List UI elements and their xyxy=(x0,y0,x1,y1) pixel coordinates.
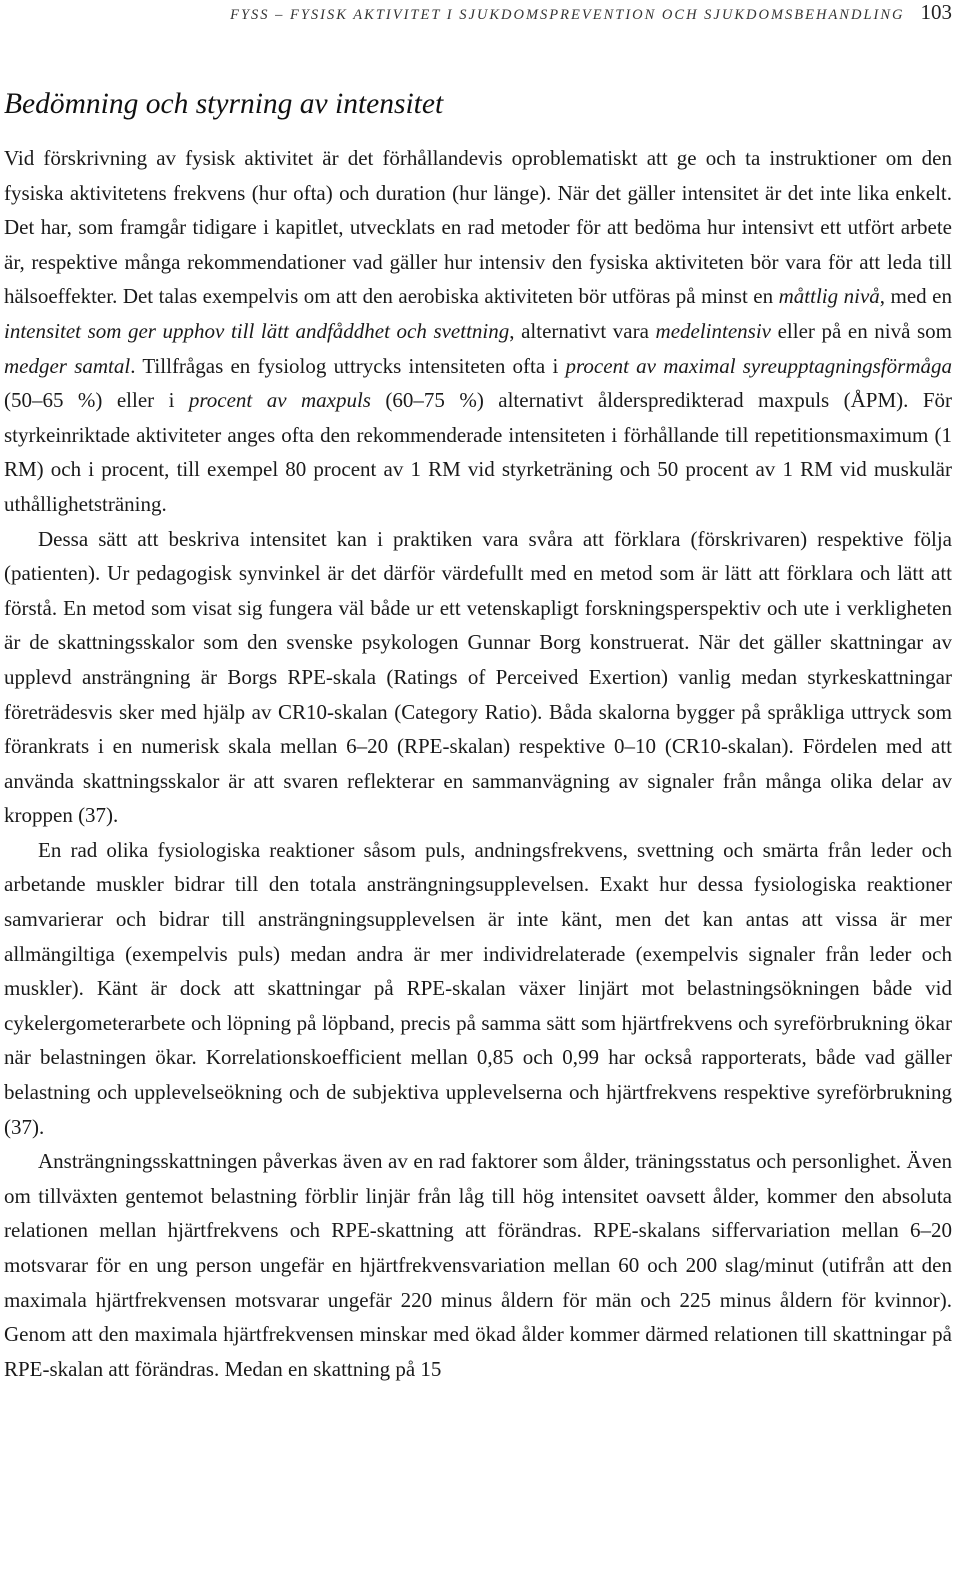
paragraph-4: Ansträngningsskattningen påverkas även av en rad faktorer som ålder, träningsstatus och personlighet. Även om tillväxten gentemot belastning förblir linjär från låg till hög intensitet oavsett ålder, kommer den absoluta relationen mellan hjärtfrekvens och RPE-skattning att förändras. RPE-skalans siffervariation mellan 6–20 motsvarar för en ung person ungefär en hjärtfrekvensvariation mellan 60 och 200 slag/minut (utifrån att den maximala hjärtfrekvensen motsvarar ungefär 220 minus åldern för män och 225 minus åldern för kvinnor). Genom att den maximala hjärtfrekvensen minskar med ökad ålder kommer därmed relationen till skattningar på RPE-skalan att förändras. Medan en skattning på 15 xyxy=(4,1149,952,1381)
paragraph-3: En rad olika fysiologiska reaktioner såsom puls, andningsfrekvens, svettning och smärta från leder och arbetande muskler bidrar till den totala ansträngningsupplevelsen. Exakt hur dessa fysiologiska reaktioner samvarierar och bidrar till ansträngningsupplevelsen är inte känt, men det kan antas att vissa är mer allmängiltiga (exempelvis puls) medan andra är mer individrelaterade (exempelvis signaler från leder och muskler). Känt är dock att skattningar på RPE-skalan växer linjärt mot belastningsökningen både vid cykelergometerarbete och löpning på löpband, precis på samma sätt som hjärtfrekvens och syreförbrukning ökar när belastningen ökar. Korrelationskoefficient mellan 0,85 och 0,99 har också rapporterats, både vad gäller belastning och upplevelseökning och de subjektiva upplevelserna och hjärtfrekvens respektive syreförbrukning (37). xyxy=(4,837,952,1139)
text-run: (60–75 %) alternativt ålderspredikterad maxpuls (ÅPM). För styrkeinriktade aktiviteter anges ofta den rekommenderade intensiteten i förhållande till repetitionsmaximum (1 RM) och i procent, till exempel 80 procent av 1 RM vid styrketräning och 50 procent av 1 RM vid muskulär uthållighetsträning. xyxy=(4,388,953,516)
paragraph-1 xyxy=(4,141,952,522)
emphasis: procent av maxpuls xyxy=(188,388,371,413)
emphasis: intensitet som ger upphov till lätt andfåddhet och svettning xyxy=(4,318,510,343)
section-heading: Bedömning och styrning av intensitet xyxy=(4,88,444,120)
page-number: 103 xyxy=(920,0,952,24)
text-run: (50–65 %) eller i xyxy=(4,388,189,413)
emphasis: procent av maximal syreupptagningsförmåga xyxy=(565,353,952,378)
running-title: FYSS – FYSISK AKTIVITET I SJUKDOMSPREVENTION OCH SJUKDOMSBEHANDLING xyxy=(230,7,905,23)
text-run: , alternativt vara xyxy=(509,318,656,343)
running-header xyxy=(230,0,952,24)
emphasis: medelintensiv xyxy=(655,318,771,343)
emphasis: medger samtal xyxy=(4,353,131,378)
paragraph-2: Dessa sätt att beskriva intensitet kan i praktiken vara svåra att förklara (förskrivaren) respektive följa (patienten). Ur pedagogisk synvinkel är det därför värdefullt med en metod som är lätt att förklara och lätt att förstå. En metod som visat sig fungera väl både ur ett vetenskapligt forskningsperspektiv och ute i verkligheten är de skattningsskalor som den svenske psykologen Gunnar Borg konstruerat. När det gäller skattningar av upplevd ansträngning är Borgs RPE-skala (Ratings of Perceived Exertion) vanlig medan styrkeskattningar företrädesvis sker med hjälp av CR10-skalan (Category Ratio). Båda skalorna bygger på språkliga uttryck som förankrats i en numerisk skala mellan 6–20 (RPE-skalan) respektive 0–10 (CR10-skalan). Fördelen med att använda skattningsskalor är att svaren reflekterar en sammanvägning av signaler från många olika delar av kroppen (37). xyxy=(4,526,952,828)
text-run: . Tillfrågas en fysiolog uttrycks intensiteten ofta i xyxy=(130,353,566,378)
emphasis: måttlig nivå xyxy=(778,284,880,309)
text-run: , med en xyxy=(879,284,953,309)
text-run: Vid förskrivning av fysisk aktivitet är det förhållandevis oproblematiskt att ge och ta instruktioner om den fysiska aktivitetens frekvens (hur ofta) och duration (hur länge). När det gäller intensitet är det inte lika enkelt. Det har, som framgår tidigare i kapitlet, utvecklats en rad metoder för att bedöma hur intensivt ett utfört arbete är, respektive många rekommendationer vad gäller hur intensiv den fysiska aktiviteten bör vara för att leda till hälsoeffekter. Det talas exempelvis om att den aerobiska aktiviteten bör utföras på minst en xyxy=(4,146,952,309)
body-text xyxy=(4,141,952,1386)
text-run: eller på en nivå som xyxy=(771,318,953,343)
